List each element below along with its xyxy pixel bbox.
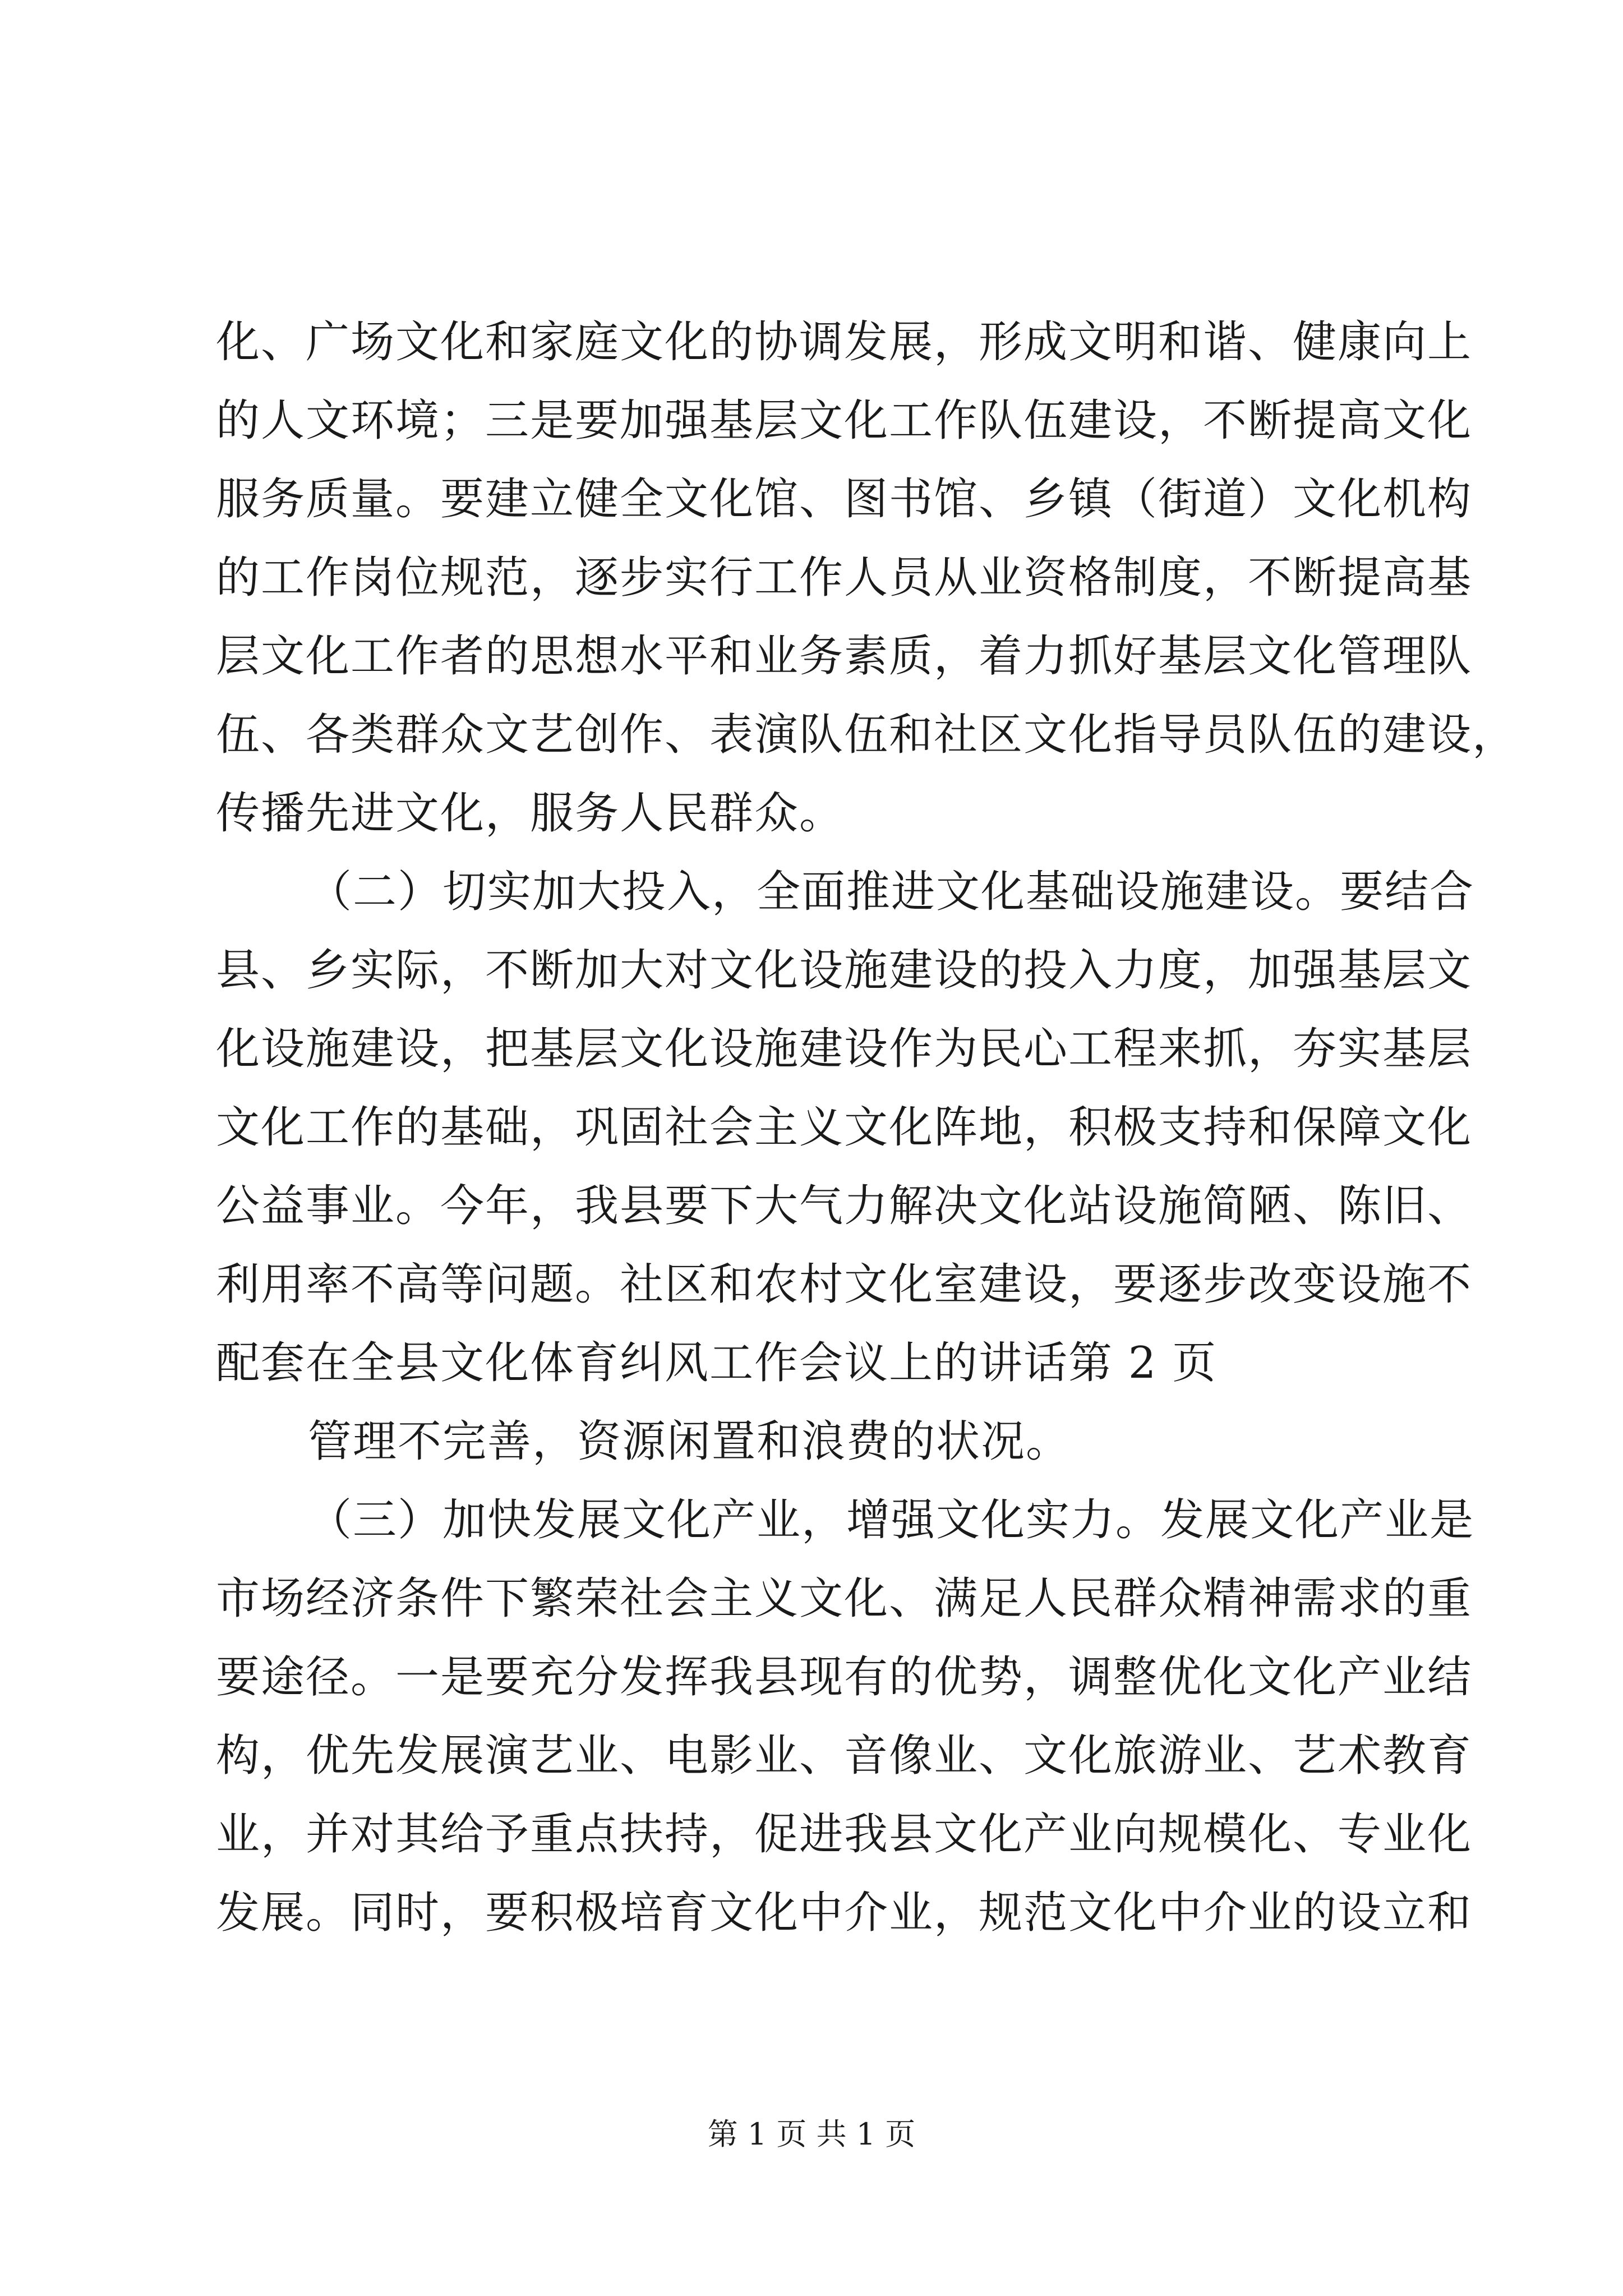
text-line: 层文化工作者的思想水平和业务素质，着力抓好基层文化管理队 <box>216 631 1473 682</box>
text-line: 化设施建设，把基层文化设施建设作为民心工程来抓，夯实基层 <box>216 1024 1473 1074</box>
text-line: 要途径。一是要充分发挥我县现有的优势，调整优化文化产业结 <box>216 1652 1473 1703</box>
text-line: 的人文环境；三是要加强基层文化工作队伍建设，不断提高文化 <box>216 395 1473 446</box>
paragraph-start-line: （三）加快发展文化产业，增强文化实力。发展文化产业是 <box>308 1495 1475 1545</box>
text-line: 的工作岗位规范，逐步实行工作人员从业资格制度，不断提高基 <box>216 553 1473 603</box>
page-footer: 第 1 页 共 1 页 <box>707 2116 916 2152</box>
text-line: 利用率不高等问题。社区和农村文化室建设，要逐步改变设施不 <box>216 1259 1473 1310</box>
text-line: 伍、各类群众文艺创作、表演队伍和社区文化指导员队伍的建设， <box>216 710 1518 760</box>
text-line: 配套在全县文化体育纠风工作会议上的讲话第 2 页 <box>216 1338 1218 1388</box>
text-line: 业，并对其给予重点扶持，促进我县文化产业向规模化、专业化 <box>216 1809 1473 1860</box>
paragraph-start-line: （二）切实加大投入，全面推进文化基础设施建设。要结合 <box>308 867 1475 917</box>
text-line: 公益事业。今年，我县要下大气力解决文化站设施简陋、陈旧、 <box>216 1181 1473 1231</box>
text-line: 县、乡实际，不断加大对文化设施建设的投入力度，加强基层文 <box>216 945 1473 996</box>
text-line: 文化工作的基础，巩固社会主义文化阵地，积极支持和保障文化 <box>216 1102 1473 1153</box>
text-line: 传播先进文化，服务人民群众。 <box>216 788 845 839</box>
body-text <box>216 303 1518 1952</box>
text-line: 市场经济条件下繁荣社会主义文化、满足人民群众精神需求的重 <box>216 1573 1473 1624</box>
paragraph-start-line: 管理不完善，资源闲置和浪费的状况。 <box>308 1416 1071 1467</box>
text-line: 构，优先发展演艺业、电影业、音像业、文化旅游业、艺术教育 <box>216 1731 1473 1781</box>
text-line: 服务质量。要建立健全文化馆、图书馆、乡镇（街道）文化机构 <box>216 474 1473 524</box>
text-line: 发展。同时，要积极培育文化中介业，规范文化中介业的设立和 <box>216 1888 1473 1938</box>
text-line: 化、广场文化和家庭文化的协调发展，形成文明和谐、健康向上 <box>216 317 1473 367</box>
